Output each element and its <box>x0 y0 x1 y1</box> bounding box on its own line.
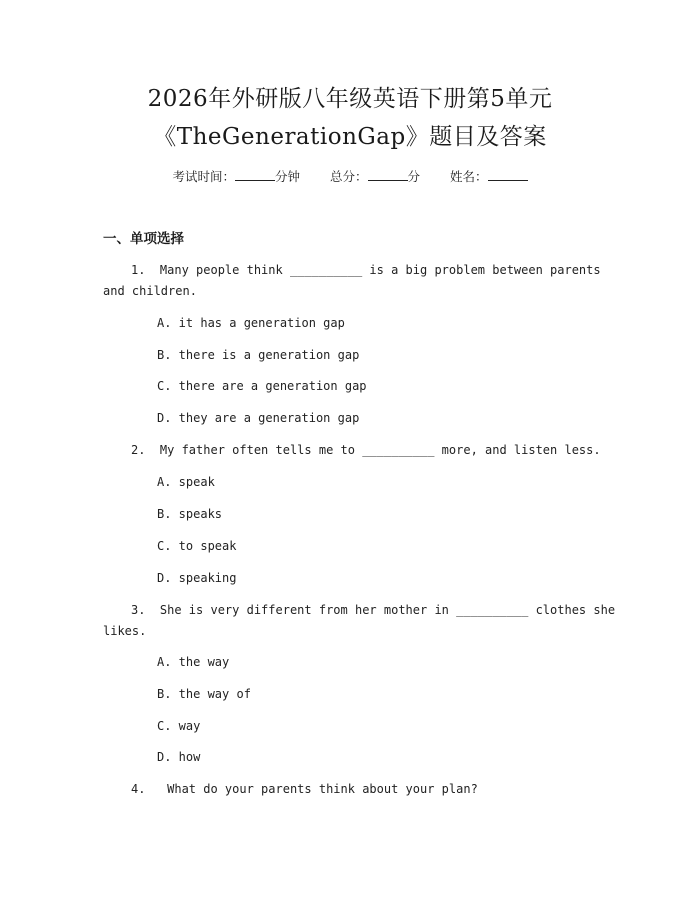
question-number: 1. <box>131 263 146 277</box>
score-blank <box>368 168 408 181</box>
q2-option-a: A. speak <box>157 475 215 489</box>
score-unit: 分 <box>407 169 421 184</box>
question-text: She is very different from her mother in __________ clothes she <box>159 603 616 617</box>
time-blank <box>235 168 275 181</box>
q2-option-d: D. speaking <box>157 571 237 585</box>
section-heading: 一、单项选择 <box>103 231 184 247</box>
q3-option-c: C. way <box>157 719 201 733</box>
question-number: 4. <box>131 782 146 796</box>
score-label: 总分： <box>329 169 368 184</box>
q1-option-c: C. there are a generation gap <box>157 379 367 393</box>
q3-option-a: A. the way <box>157 655 230 669</box>
q3-option-b: B. the way of <box>157 687 251 701</box>
exam-info-row <box>0 168 700 186</box>
time-label: 考试时间： <box>172 169 235 184</box>
question-4 <box>131 781 478 797</box>
q1-option-a: A. it has a generation gap <box>157 316 345 330</box>
question-number: 3. <box>131 603 146 617</box>
page-title-line-1: 2026年外研版八年级英语下册第5单元 <box>147 86 553 112</box>
question-3 <box>131 602 615 618</box>
time-unit: 分钟 <box>274 169 300 184</box>
question-1 <box>131 262 601 278</box>
q1-option-d: D. they are a generation gap <box>157 411 360 425</box>
question-text: Many people think __________ is a big problem between parents <box>159 263 601 277</box>
page-title-line-2: 《TheGenerationGap》题目及答案 <box>153 124 547 150</box>
question-1-continuation: and children. <box>103 284 197 298</box>
name-label: 姓名： <box>450 169 488 184</box>
question-number: 2. <box>131 443 146 457</box>
q3-option-d: D. how <box>157 750 201 764</box>
q2-option-b: B. speaks <box>157 507 223 521</box>
q2-option-c: C. to speak <box>157 539 237 553</box>
question-text: What do your parents think about your plan? <box>159 782 478 796</box>
question-text: My father often tells me to __________ more, and listen less. <box>159 443 601 457</box>
question-2 <box>131 442 601 458</box>
q1-option-b: B. there is a generation gap <box>157 348 360 362</box>
question-3-continuation: likes. <box>103 624 147 638</box>
name-blank <box>488 168 528 181</box>
